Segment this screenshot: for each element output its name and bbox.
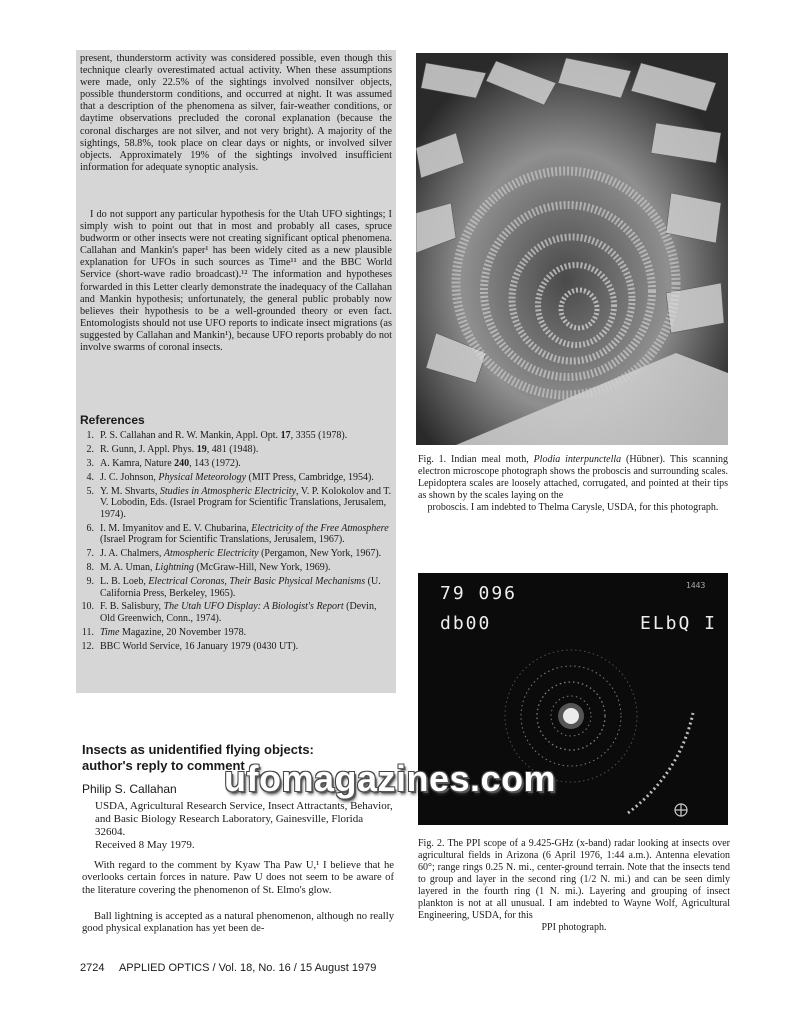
reference-item [80,486,392,521]
radar-readout-top-right: 1443 [686,581,706,590]
letter-paragraph-2: I do not support any particular hypothesis for the Utah UFO sightings; I simply wish to point out that in most and probably all cases, spruce budworm or other insects were not creating significant optical phenomena. Callahan and Mankin's paper¹ has been widely cited as a new plausible explanation for UFOs in such sources as Time¹¹ and the BBC World Service (short-wave radio broadcast).¹² The information and hypotheses forwarded in this Letter clearly demonstrate the inadequacy of the Callahan and Mankin hypothesis; unfortunately, the general public probably now believes their hypothesis to be a well-grounded theory or even fact. Entomologists should not use UFO reports to indicate insect migrations (as suggested by Callahan and Mankin¹), because UFO reports probably do not involve swarms of coronal insects. [80,209,392,354]
reference-item [80,601,392,624]
reference-item [80,430,392,442]
reference-authors: M. A. Uman, [100,562,155,574]
reference-details: , 143 (1972). [189,457,241,469]
reference-item [80,523,392,546]
journal-citation: APPLIED OPTICS / Vol. 18, No. 16 / 15 August 1979 [118,962,377,974]
reply-paragraph-1: With regard to the comment by Kyaw Tha Paw U,¹ I believe that he overlooks certain forces in nature. Paw U does not seem to be aware of the literature covering the phenomenon of St. Elmo's glow. [82,860,394,896]
reference-number: 9. [86,575,94,587]
reference-item [80,444,392,456]
radar-readout-mid-right: ELbQ I [640,613,718,634]
reference-authors: I. M. Imyanitov and E. V. Chubarina, [100,522,252,534]
page-footer [80,962,376,974]
reference-item [80,562,392,574]
reference-title: Time [100,626,120,638]
reference-authors: F. B. Salisbury, [100,601,164,613]
reference-number: 3. [86,457,94,469]
letter-paragraph-1: present, thunderstorm activity was considered possible, even though this technique clearly overestimated actual activity. When these assumptions were made, only 22.5% of the sightings involved nonsilver objects, possible thunderstorm conditions, and occurred at night. It was assumed that a description of the phenomena as silver, fair-weather conditions, or daytime observations precluded the coronal explanation (because the coronal discharges are not silver, and not very bright). A majority of the sightings, 58.8%, took place on clear days or nights, or involved silver objects. Approximately 19% of the sightings involved insufficient information for adequate synoptic analysis. [80,53,392,173]
reply-received-date: Received 8 May 1979. [95,839,195,851]
reference-item [80,458,392,470]
reference-vol: 17 [280,430,291,441]
reference-number: 11. [81,626,94,638]
reference-number: 4. [86,471,94,483]
figure-2-caption [418,838,730,934]
figure-1-caption [418,454,728,514]
page-number: 2724 [80,962,105,974]
reference-title: Atmospheric Electricity [163,548,259,560]
reference-number: 2. [86,443,94,455]
reference-number: 7. [86,548,94,560]
reply-title-line-1: Insects as unidentified flying objects: [82,742,314,757]
figure-1-caption-last-line: proboscis. I am indebted to Thelma Carysle, USDA, for this photograph. [427,502,719,513]
reference-vol: 19 [196,443,207,455]
reference-details: (MIT Press, Cambridge, 1954). [246,471,374,483]
figure-1-caption-start: Fig. 1. Indian meal moth, [418,454,534,465]
reference-title: Studies in Atmospheric Electricity [159,485,297,497]
reference-vol: 240 [174,457,190,469]
reference-item [80,576,392,599]
reference-details: (McGraw-Hill, New York, 1969). [193,562,331,574]
reference-item [80,548,392,560]
reply-title-line-2: author's reply to comment [82,758,245,773]
reference-authors: Y. M. Shvarts, [100,485,160,497]
radar-readout-mid-left: db00 [440,613,492,634]
reference-number: 6. [86,522,94,534]
figure-2-caption-last-line: PPI photograph. [541,922,607,933]
reference-authors: L. B. Loeb, [100,575,149,587]
reference-title: Physical Meteorology [158,471,247,483]
reference-authors: BBC World Service, 16 January 1979 (0430 UT). [100,640,299,652]
reference-details: , 481 (1948). [206,443,259,455]
reference-details: (Israel Program for Scientific Translations, Jerusalem, 1967). [100,534,345,546]
reference-details: (U. California Press, Berkeley, 1965). [100,575,381,599]
reference-number: 8. [86,562,94,574]
reference-number: 1. [86,430,94,441]
reference-number: 5. [86,485,94,497]
reply-affiliation: USDA, Agricultural Research Service, Insect Attractants, Behavior, and Basic Biology Research Laboratory, Gainesville, Florida 32604. [95,800,393,838]
reference-details: , 3355 (1978). [290,430,348,441]
reply-affiliation-block [95,800,393,852]
reference-authors: J. C. Johnson, [100,471,159,483]
reference-title: Electrical Coronas, Their Basic Physical Mechanisms [148,575,366,587]
reference-details: (Pergamon, New York, 1967). [258,548,382,560]
reference-details: , V. P. Kolokolov and T. V. Lobodin, Eds. (Israel Program for Scientific Translations, Jerusalem, 1974). [100,485,392,520]
reference-item [80,472,392,484]
reference-item [80,627,392,639]
reference-details: (Devin, Old Greenwich, Conn., 1974). [100,601,377,624]
reference-title: The Utah UFO Display: A Biologist's Report [163,601,344,613]
figure-2-caption-body: Fig. 2. The PPI scope of a 9.425-GHz (x-band) radar looking at insects over agricultural fields in Arizona (6 April 1976, 1:44 a.m.). Antenna elevation 60°; range rings 0.25 N. mi., center-ground terrain. Note that the insects tend to group and layer in the second ring (1/2 N. mi.) and can be seen dimly layered in the fourth ring (1 N. mi.). Layering and grouping of insect plankton is not at all unusual. I am indebted to Wayne Wolf, Agricultural Engineering, USDA, for this [418,838,730,921]
reply-author: Philip S. Callahan [82,782,177,796]
reference-details: Magazine, 20 November 1978. [119,626,247,638]
site-watermark: ufomagazines.com [224,758,557,799]
reference-authors: P. S. Callahan and R. W. Mankin, Appl. Opt. [100,430,281,441]
reference-number: 10. [81,601,94,613]
reference-title: Electricity of the Free Atmosphere [251,522,389,534]
reference-authors: R. Gunn, J. Appl. Phys. [100,443,197,455]
reference-title: Lightning [155,562,194,574]
references-list [80,430,392,655]
reference-number: 12. [81,640,94,652]
radar-readout-top-left: 79 096 [440,583,518,604]
reply-paragraph-2: Ball lightning is accepted as a natural phenomenon, although no really good physical explanation has yet been de- [82,911,394,935]
reference-item [80,641,392,653]
references-heading: References [80,413,145,427]
moth-proboscis-sem-photo [416,53,728,445]
reference-authors: J. A. Chalmers, [100,548,164,560]
reference-authors: A. Kamra, Nature [100,457,175,469]
figure-1-caption-body: (Hübner). This scanning electron microscope photograph shows the proboscis and surrounding scales. Lepidoptera scales are loosely attached, corrugated, and pointed at their tips as shown by the scales laying on the [418,454,728,501]
figure-1-species: Plodia interpunctella [533,454,622,465]
